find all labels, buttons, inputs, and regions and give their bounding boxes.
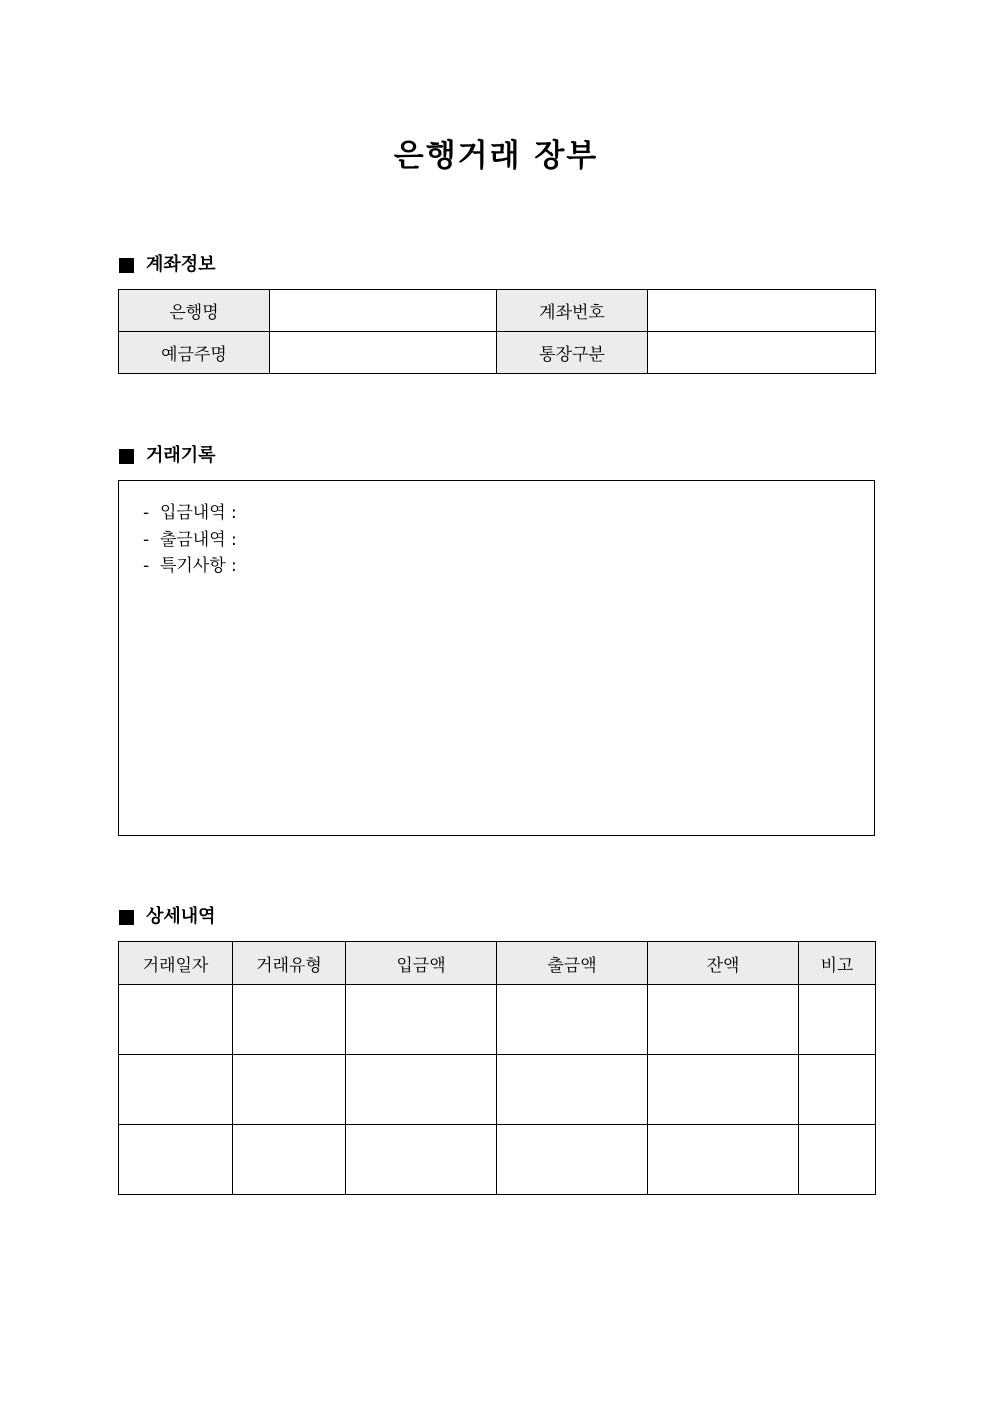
type-cell[interactable] <box>233 1125 346 1195</box>
account-number-field[interactable] <box>648 290 876 332</box>
detail-section-title: 상세내역 <box>146 906 216 927</box>
records-section-title: 거래기록 <box>146 445 216 466</box>
account-number-label: 계좌번호 <box>497 290 648 332</box>
date-cell[interactable] <box>119 985 233 1055</box>
deposit-cell[interactable] <box>346 1055 497 1125</box>
remarks-cell[interactable] <box>799 985 876 1055</box>
table-header-row <box>119 942 876 985</box>
column-header-deposit: 입금액 <box>346 942 497 985</box>
date-cell[interactable] <box>119 1125 233 1195</box>
remarks-cell[interactable] <box>799 1125 876 1195</box>
table-row <box>119 332 876 374</box>
withdrawal-cell[interactable] <box>497 1055 648 1125</box>
table-row <box>119 1055 876 1125</box>
column-header-date: 거래일자 <box>119 942 233 985</box>
detail-table <box>118 941 876 1195</box>
page-title: 은행거래 장부 <box>393 138 599 174</box>
withdrawal-cell[interactable] <box>497 985 648 1055</box>
passbook-type-field[interactable] <box>648 332 876 374</box>
account-holder-field[interactable] <box>270 332 497 374</box>
date-cell[interactable] <box>119 1055 233 1125</box>
column-header-withdrawal: 출금액 <box>497 942 648 985</box>
square-bullet-icon <box>119 449 134 464</box>
column-header-balance: 잔액 <box>648 942 799 985</box>
deposit-history-item: - 입금내역 : <box>143 503 237 523</box>
passbook-type-label: 통장구분 <box>497 332 648 374</box>
detail-section-heading <box>119 904 216 930</box>
bank-name-field[interactable] <box>270 290 497 332</box>
type-cell[interactable] <box>233 1055 346 1125</box>
account-info-table <box>118 289 876 374</box>
square-bullet-icon <box>119 910 134 925</box>
remarks-cell[interactable] <box>799 1055 876 1125</box>
type-cell[interactable] <box>233 985 346 1055</box>
records-box[interactable] <box>118 480 875 836</box>
special-notes-item: - 특기사항 : <box>143 556 237 576</box>
table-row <box>119 1125 876 1195</box>
withdrawal-history-item: - 출금내역 : <box>143 529 237 550</box>
balance-cell[interactable] <box>648 1055 799 1125</box>
withdrawal-cell[interactable] <box>497 1125 648 1195</box>
table-row <box>119 985 876 1055</box>
column-header-remarks: 비고 <box>799 942 876 985</box>
column-header-type: 거래유형 <box>233 942 346 985</box>
deposit-cell[interactable] <box>346 985 497 1055</box>
square-bullet-icon <box>119 258 134 273</box>
table-row <box>119 290 876 332</box>
account-section-title: 계좌정보 <box>146 254 216 275</box>
account-section-heading <box>119 252 216 278</box>
bank-name-label: 은행명 <box>119 290 270 332</box>
deposit-cell[interactable] <box>346 1125 497 1195</box>
records-list <box>143 500 237 580</box>
balance-cell[interactable] <box>648 985 799 1055</box>
account-holder-label: 예금주명 <box>119 332 270 374</box>
records-section-heading <box>119 443 216 469</box>
balance-cell[interactable] <box>648 1125 799 1195</box>
